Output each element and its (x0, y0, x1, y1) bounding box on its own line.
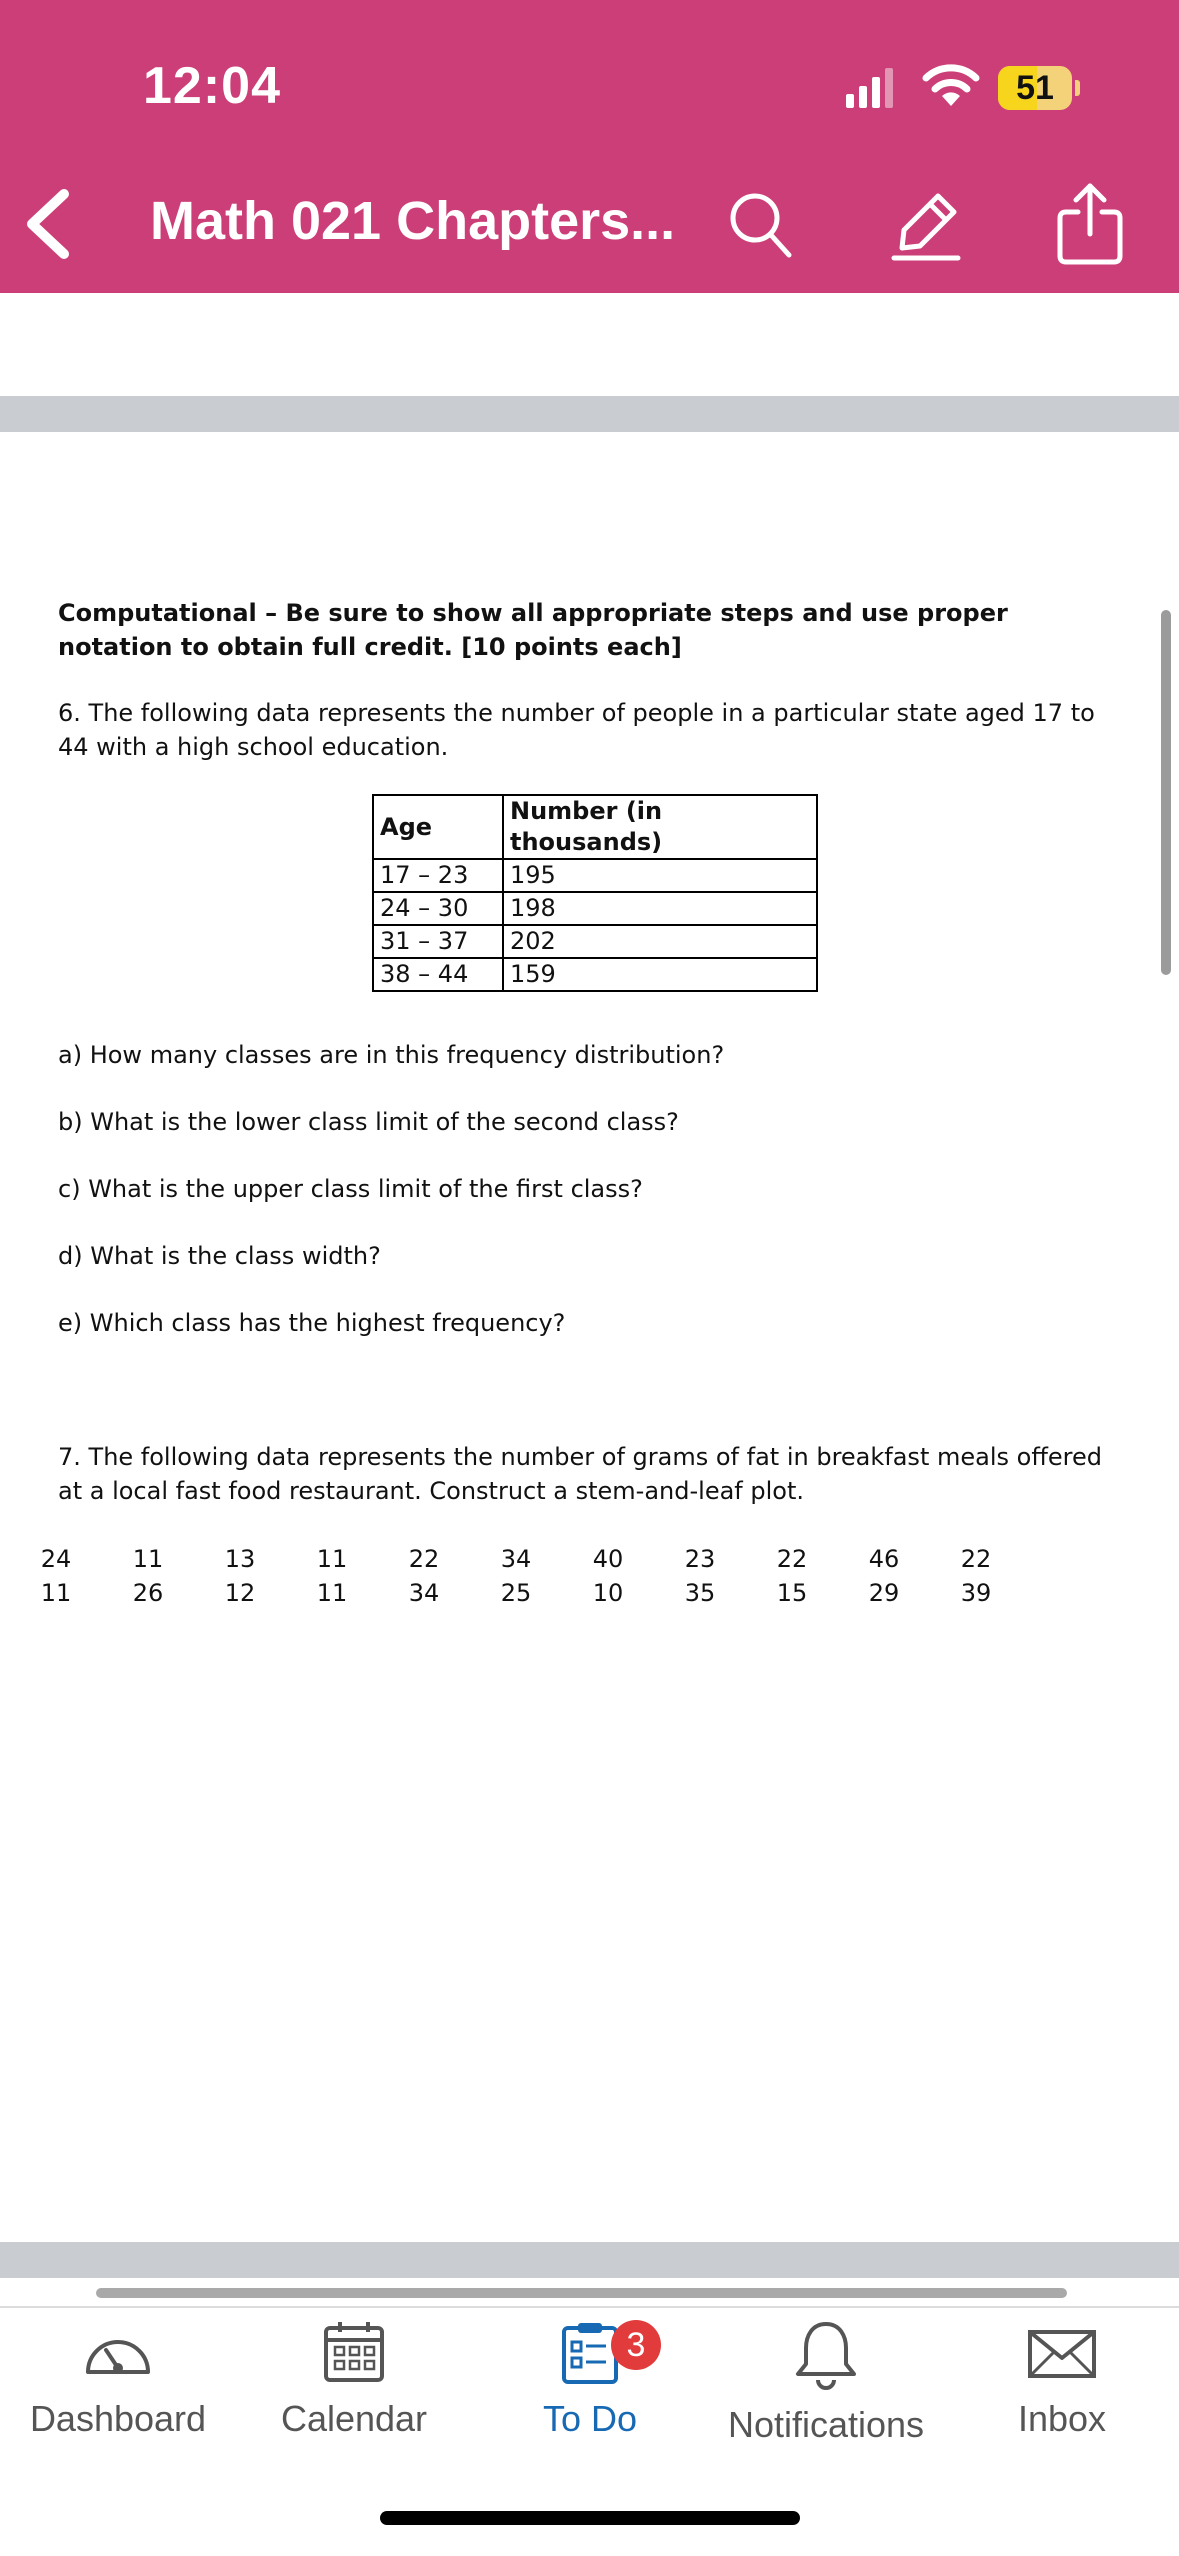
battery-indicator (998, 66, 1080, 110)
data-value: 34 (408, 1579, 440, 1607)
table-cell-age: 31 – 37 (373, 925, 503, 958)
data-value: 11 (316, 1545, 348, 1573)
tab-dashboard[interactable] (0, 2320, 236, 2470)
data-value: 39 (960, 1579, 992, 1607)
dashboard-gauge-icon (80, 2320, 156, 2384)
table-row (373, 859, 817, 892)
table-header-number: Number (in thousands) (503, 795, 817, 859)
data-value: 46 (868, 1545, 900, 1573)
tab-label: Inbox (1017, 2398, 1107, 2439)
data-value: 22 (960, 1545, 992, 1573)
battery-level: 51 (1016, 69, 1054, 107)
wifi-icon (922, 62, 980, 108)
back-chevron-icon[interactable] (20, 186, 72, 262)
page-separator (0, 396, 1179, 432)
cellular-signal-icon (846, 66, 896, 108)
table-cell-age: 38 – 44 (373, 958, 503, 991)
data-value: 34 (500, 1545, 532, 1573)
home-indicator[interactable] (380, 2511, 800, 2525)
tab-label: Notifications (727, 2404, 925, 2445)
tab-notifications[interactable] (708, 2320, 944, 2470)
table-cell-age: 24 – 30 (373, 892, 503, 925)
app-header (0, 0, 1179, 293)
tab-label: To Do (542, 2398, 638, 2439)
table-cell-number: 159 (503, 958, 817, 991)
page-title: Math 021 Chapters... (150, 191, 676, 251)
annotate-pen-icon[interactable] (890, 190, 962, 262)
tab-label: Calendar (280, 2398, 428, 2439)
data-value: 29 (868, 1579, 900, 1607)
table-cell-number: 198 (503, 892, 817, 925)
status-time: 12:04 (143, 57, 281, 115)
question-6-text: 6. The following data represents the number of people in a particular state aged 17 to 44 with a high school education. (58, 699, 1095, 761)
table-header-age: Age (373, 795, 503, 859)
table-header-row (373, 795, 817, 859)
share-icon[interactable] (1054, 180, 1126, 266)
tab-calendar[interactable] (236, 2320, 472, 2470)
horizontal-scrollbar[interactable] (96, 2288, 1067, 2298)
table-row (373, 958, 817, 991)
question-6b: b) What is the lower class limit of the second class? (58, 1108, 679, 1136)
envelope-icon (1026, 2320, 1098, 2384)
tab-inbox[interactable] (944, 2320, 1179, 2470)
data-value: 11 (132, 1545, 164, 1573)
data-value: 35 (684, 1579, 716, 1607)
question-6c: c) What is the upper class limit of the first class? (58, 1175, 643, 1203)
search-icon[interactable] (727, 190, 793, 260)
data-value: 10 (592, 1579, 624, 1607)
data-value: 11 (316, 1579, 348, 1607)
tab-label: Dashboard (29, 2398, 207, 2439)
question-7-text: 7. The following data represents the number of grams of fat in breakfast meals offered at a local fast food restaurant. Construct a stem-and-leaf plot. (58, 1443, 1102, 1505)
data-value: 11 (40, 1579, 72, 1607)
table-cell-number: 202 (503, 925, 817, 958)
table-row (373, 892, 817, 925)
table-cell-age: 17 – 23 (373, 859, 503, 892)
tab-todo[interactable] (472, 2320, 708, 2470)
data-value: 24 (40, 1545, 72, 1573)
data-value: 25 (500, 1579, 532, 1607)
question-6e: e) Which class has the highest frequency? (58, 1309, 566, 1337)
instructions-text: Computational – Be sure to show all appropriate steps and use proper notation to obtain full credit. [10 points each] (58, 599, 1008, 661)
data-value: 22 (776, 1545, 808, 1573)
table-row (373, 925, 817, 958)
data-value: 15 (776, 1579, 808, 1607)
data-value: 26 (132, 1579, 164, 1607)
calendar-icon (322, 2320, 386, 2384)
frequency-table (372, 794, 818, 992)
data-value: 40 (592, 1545, 624, 1573)
data-value: 22 (408, 1545, 440, 1573)
data-value: 13 (224, 1545, 256, 1573)
bell-icon (794, 2320, 858, 2390)
todo-count-badge: 3 (611, 2320, 661, 2370)
table-cell-number: 195 (503, 859, 817, 892)
data-value: 23 (684, 1545, 716, 1573)
vertical-scrollbar[interactable] (1161, 610, 1171, 975)
question-6d: d) What is the class width? (58, 1242, 381, 1270)
page-separator (0, 2242, 1179, 2278)
question-6a: a) How many classes are in this frequency distribution? (58, 1041, 725, 1069)
tabbar-divider (0, 2306, 1179, 2308)
data-value: 12 (224, 1579, 256, 1607)
